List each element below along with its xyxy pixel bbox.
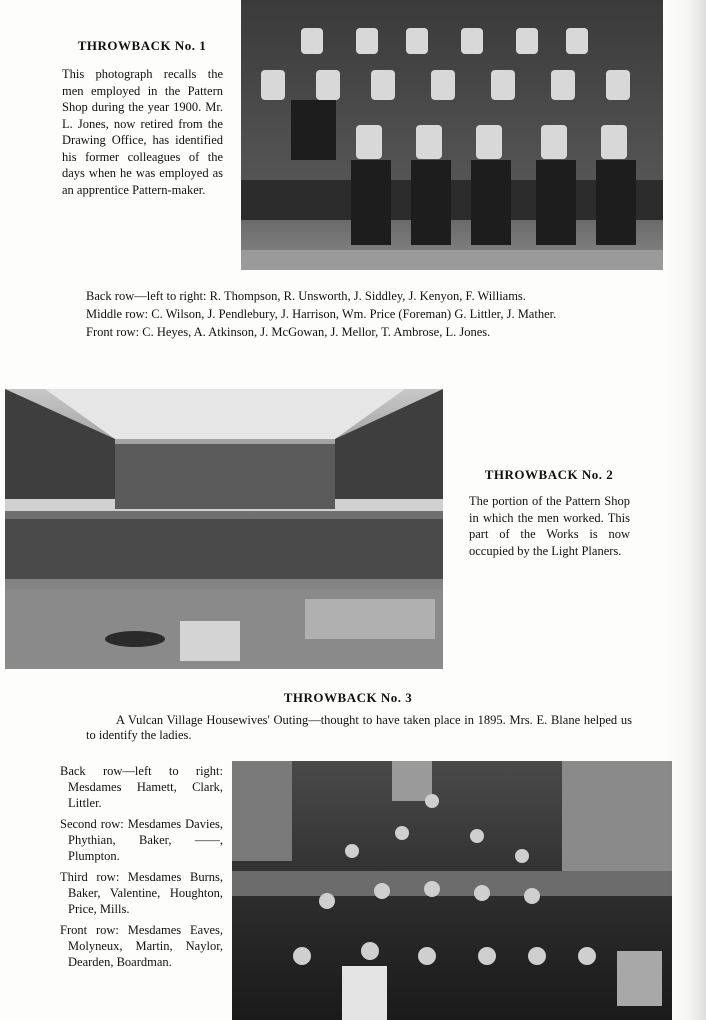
ladies-group-image (232, 761, 672, 1020)
group-photo-image (241, 0, 663, 270)
pattern-shop-interior-photo (5, 389, 443, 669)
caption-front-row: Front row: C. Heyes, A. Atkinson, J. McGowan, J. Mellor, T. Ambrose, L. Jones. (86, 325, 491, 339)
caption-back-row: Back row—left to right: R. Thompson, R. Unsworth, J. Siddley, J. Kenyon, F. Williams. (86, 289, 526, 303)
throwback-1-caption (86, 289, 638, 343)
caption-back-row: Back row—left to right: Mesdames Hamett, Clark, Littler. (60, 764, 223, 810)
caption-second-row: Second row: Mesdames Davies, Phythian, Baker, ——, Plumpton. (60, 817, 223, 863)
throwback-3-intro: A Vulcan Village Housewives' Outing—thought to have taken place in 1895. Mrs. E. Blane helped us to identify the ladies. (86, 713, 632, 742)
caption-front-row: Front row: Mesdames Eaves, Molyneux, Martin, Naylor, Dearden, Boardman. (60, 923, 223, 969)
throwback-1-text: This photograph recalls the men employed in the Pattern Shop during the year 1900. Mr. L. Jones, now retired from the Drawing Office, has identified his former colleagues of the days when he was employed as an apprentice Pattern-maker. (62, 67, 223, 197)
caption-third-row: Third row: Mesdames Burns, Baker, Valentine, Houghton, Price, Mills. (60, 870, 223, 916)
throwback-3-caption (60, 763, 223, 975)
throwback-2-text: The portion of the Pattern Shop in which the men worked. This part of the Works is now occupied by the Light Planers. (469, 494, 630, 558)
housewives-outing-photo (232, 761, 672, 1020)
workshop-image (5, 389, 443, 669)
throwback-2-heading: THROWBACK No. 2 (484, 467, 614, 482)
throwback-1-heading: THROWBACK No. 1 (77, 38, 207, 53)
page-edge-shadow (666, 0, 706, 1020)
pattern-shop-men-photo (241, 0, 663, 270)
caption-middle-row: Middle row: C. Wilson, J. Pendlebury, J. Harrison, Wm. Price (Foreman) G. Littler, J. Mather. (86, 307, 557, 321)
throwback-3-heading: THROWBACK No. 3 (283, 690, 413, 705)
